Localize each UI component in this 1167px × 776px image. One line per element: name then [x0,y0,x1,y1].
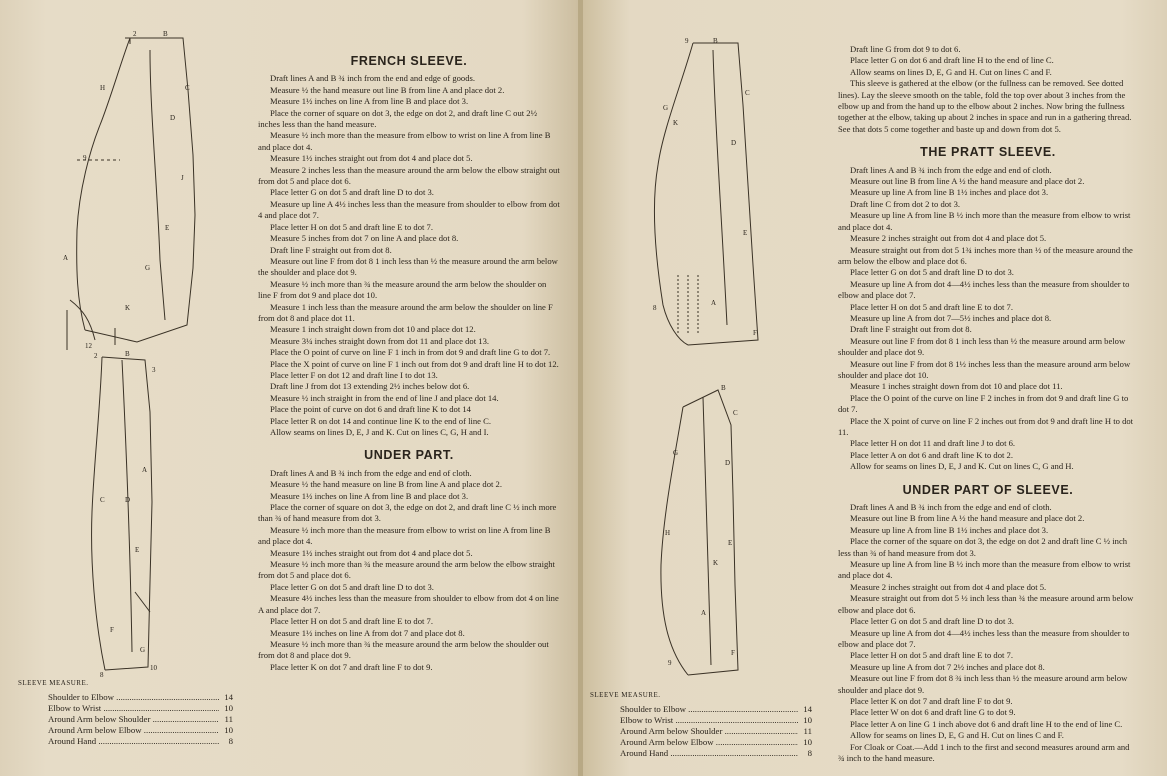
measure-row [48,692,233,703]
paragraph: Place letter A on dot 6 and draft line K to dot 2. [850,449,1014,460]
draft-label: C [100,496,105,504]
paragraph: Draft line F straight out from dot 8. [850,324,972,335]
draft-label: 3 [152,366,156,374]
under-part-draft-svg [80,352,190,682]
paragraph: Measure straight out from dot 5 1¾ inches more than ½ of the measure around the arm below the elbow and place dot 6. [838,244,1133,266]
paragraph: Measure 1 inch straight down from dot 10 and place dot 12. [270,324,476,335]
draft-label: D [170,114,176,122]
paragraph: Draft lines A and B ¾ inch from the edge and end of cloth. [270,467,472,478]
measure-row [620,704,812,715]
draft-label: D [731,139,737,147]
paragraph: Measure up line A from dot 7—5½ inches and place dot 8. [850,312,1052,323]
draft-label: K [713,559,719,567]
draft-label: 2 [94,352,98,360]
paragraph: Place letter G on dot 5 and draft line D to dot 3. [850,267,1014,278]
draft-label: C [733,409,738,417]
paragraph: Measure out line F from dot 8 1½ inches less than the measure around arm below shoulder and place dot 10. [838,358,1131,380]
paragraph: Place letter R on dot 14 and continue line K to the end of line C. [270,415,491,426]
measure-label: Around Arm below Elbow ..... [620,737,798,748]
draft-label: A [142,466,148,474]
paragraph: Measure ½ the hand measure on line B from line A and place dot 2. [270,479,502,490]
draft-label: K [125,304,131,312]
draft-label: B [721,384,726,392]
draft-inner-line [713,50,727,325]
pratt-under-part-draft-svg [643,385,783,685]
draft-label: F [753,329,757,337]
section-title-pratt-sleeve: THE PRATT SLEEVE. [920,145,1056,160]
paragraph: Measure out line F from dot 8 1 inch less than ½ the measure around arm below shoulder and place dot 9. [838,335,1126,358]
draft-label: C [185,84,190,92]
measure-value: 10 [803,737,812,747]
draft-label: J [181,174,184,182]
draft-label: 9 [83,154,87,162]
measure-label: Around Hand ..... [48,736,219,747]
draft-label: H [665,529,671,537]
paragraph: Place letter A on line G 1 inch above dot 6 and draft line H to the end of line C. [850,718,1123,729]
paragraph: Place letter H on dot 5 and draft line E to dot 7. [270,616,434,627]
paragraph: Measure 2 inches straight out from dot 4 and place dot 5. [850,581,1047,592]
paragraph: Place the point of curve on dot 6 and draft line K to dot 14 [270,404,471,415]
measure-label: Shoulder to Elbow ..... [48,692,219,703]
paragraph: Place letter H on dot 5 and draft line E to dot 7. [850,301,1014,312]
under-part-draft [80,352,190,687]
measure-value: 14 [803,704,812,714]
measure-label: Elbow to Wrist ..... [48,703,219,714]
paragraph: Place letter G on dot 5 and draft line D to dot 3. [270,581,434,592]
paragraph: Place the O point of curve on line F 1 inch in from dot 9 and draft line G to dot 7. [270,347,551,358]
measure-row [620,726,812,737]
measure-label: Around Hand ..... [620,748,798,759]
measure-value: 10 [803,715,812,725]
french-sleeve-draft [55,30,205,355]
draft-dotted-line [678,275,698,335]
paragraph: Measure ½ inch more than ¾ the measure around the arm below the shoulder out from dot 8 and place dot 9. [258,638,549,661]
paragraph: Measure up line A 4½ inches less than the measure from shoulder to elbow from dot 4 and place dot 7. [258,198,560,221]
paragraph: Draft lines A and B ¾ inch from the edge and end of cloth. [850,164,1052,175]
sleeve-measure-title: SLEEVE MEASURE. [18,679,89,687]
paragraph: Place letter H on dot 11 and draft line J to dot 6. [850,438,1016,449]
paragraph: Measure ½ inch more than ¾ the measure around the arm below the elbow straight from dot 5 and place dot 6. [258,559,555,581]
paragraph: Measure up line A from line B 1½ inches and place dot 3. [850,524,1049,535]
section-title-french-sleeve: FRENCH SLEEVE. [350,54,468,68]
paragraph: Draft line F straight out from dot 8. [270,244,392,255]
paragraph: Measure 1½ inches on line A from line B and place dot 3. [270,490,469,501]
measure-label: Elbow to Wrist ..... [620,715,798,726]
paragraph: Measure 3¼ inches straight down from dot 11 and place dot 13. [270,335,490,346]
paragraph: Allow for seams on lines D, E, G and H. Cut on lines C and F. [850,730,1064,741]
measure-row [620,737,812,748]
paragraph: Draft lines A and B ¾ inch from the end and edge of goods. [270,73,476,84]
paragraph: For Cloak or Coat.—Add 1 inch to the first and second measures around arm and ¾ inch to the hand measure. [838,741,1130,763]
paragraph: Measure out line F from dot 8 1 inch less than ½ the measure around the arm below the shoulder and place dot 9. [258,255,558,278]
sleeve-measure-table [590,690,812,759]
paragraph: Measure 2 inches straight out from dot 4 and place dot 5. [850,233,1047,244]
paragraph: Measure ½ inch more than the measure from elbow to wrist on line A from line B and place dot 4. [258,524,551,547]
draft-label: G [673,449,679,457]
paragraph: Draft lines A and B ¾ inch from the edge and end of cloth. [850,502,1052,513]
draft-label: B [125,350,130,358]
draft-label: 8 [653,304,657,312]
paragraph: Allow seams on lines D, E, J and K. Cut on lines C, G, H and I. [270,427,489,437]
paragraph: Measure 1½ inches on line A from dot 7 and place dot 8. [270,627,465,638]
paragraph: Place the O point of the curve on line F 2 inches in from dot 9 and draft line G to dot 7. [838,392,1129,415]
draft-label: E [728,539,733,547]
draft-inner-line [150,50,165,320]
draft-label: G [145,264,151,272]
draft-label: F [731,649,735,657]
draft-label: D [125,496,131,504]
paragraph: Place the corner of square on dot 3, the edge on dot 2, and draft line C ½ inch more than ¾ of hand measure from dot 3. [258,502,557,524]
draft-label: A [711,299,717,307]
pratt-sleeve-draft-svg [603,35,773,355]
measure-label: Around Arm below Elbow ..... [48,725,219,736]
paragraph: Place letter H on dot 5 and draft line E to dot 7. [270,221,434,232]
paragraph: Measure 2 inches less than the measure around the arm below the elbow straight out from dot 5 and place dot 6. [258,164,560,187]
left-page-text [258,56,560,673]
draft-label: 10 [150,664,157,672]
paragraph: Measure 1½ inches straight out from dot 4 and place dot 5. [270,153,473,164]
draft-label: D [725,459,731,467]
paragraph: Place letter G on dot 5 and draft line D to dot 3. [850,616,1014,627]
draft-label: E [135,546,140,554]
paragraph: Allow for seams on lines D, E, J and K. Cut on lines C, G and H. [850,461,1074,472]
pratt-sleeve-draft [603,35,773,360]
draft-curve [654,43,693,345]
paragraph: Place letter K on dot 7 and draft line F to dot 9. [270,661,433,672]
paragraph: Allow seams on lines D, E, G and H. Cut on lines C and F. [850,66,1052,77]
draft-label: B [163,30,168,38]
measure-label: Shoulder to Elbow ..... [620,704,798,715]
draft-label: A [701,609,707,617]
measure-label: Around Arm below Shoulder ..... [48,714,219,725]
measure-row [620,748,812,759]
paragraph: Measure straight out from dot 5 ½ inch less than ¾ the measure around arm below elbow and place dot 6. [838,593,1134,615]
draft-label: C [745,89,750,97]
draft-label: A [63,254,69,262]
draft-label: F [110,626,114,634]
paragraph: Draft line G from dot 9 to dot 6. [850,44,961,54]
draft-label: E [165,224,170,232]
measure-row [48,714,233,725]
paragraph: Measure ½ inch more than the measure from elbow to wrist on line A from line B and place dot 4. [258,130,551,152]
paragraph: Measure up line A from dot 4—4½ inches less than the measure from shoulder to elbow and place dot 7. [838,627,1130,649]
paragraph: Measure out line F from dot 8 ¾ inch less than ½ the measure around arm below shoulder and place dot 9. [838,673,1128,695]
measure-value: 10 [224,725,233,735]
measure-value: 8 [807,748,812,758]
measure-value: 10 [224,703,233,713]
paragraph: Measure ½ inch more than ¾ the measure around the arm below the shoulder on line F from dot 9 and place dot 10. [258,278,547,301]
paragraph: Draft line J from dot 13 extending 2½ inches below dot 6. [270,381,470,392]
section-title-under-part-of-sleeve: UNDER PART OF SLEEVE. [902,482,1074,497]
measure-label: Around Arm below Shoulder ..... [620,726,798,737]
paragraph: Place letter G on dot 6 and draft line H to the end of line C. [850,55,1054,66]
paragraph: Measure 1½ inches on line A from line B and place dot 3. [270,96,469,107]
paragraph: Place letter K on dot 7 and draft line F to dot 9. [850,695,1013,706]
paragraph: This sleeve is gathered at the elbow (or the fullness can be removed. See dotted lines). Lay the sleeve smooth on the table, fold the top over about 3 inches from the elbow up and from the hand up to the elbow about 2 inches. Now bring the fullness together at the elbow, taking up about 2 inches in space and run in a gathering thread. See that dots 5 come together and baste up and down from dot 5. [838,78,1132,134]
draft-label: K [673,119,679,127]
draft-curve [661,407,688,675]
paragraph: Measure 4½ inches less than the measure from shoulder to elbow from dot 4 on line A and place dot 7. [258,593,559,615]
draft-curve [92,357,105,670]
measure-row [48,736,233,747]
measure-row [48,703,233,714]
draft-outline [102,357,152,670]
draft-inner-line [122,360,132,652]
paragraph: Measure ½ inch straight in from the end of line J and place dot 14. [270,392,499,403]
draft-label: 8 [100,671,104,679]
draft-label: 12 [85,342,92,350]
paragraph: Place the X point of curve on line F 1 inch out from dot 9 and draft line H to dot 12. [270,358,559,369]
paragraph: Measure ½ the hand measure out line B from line A and place dot 2. [270,84,505,95]
paragraph: Place letter H on dot 5 and draft line E to dot 7. [850,650,1014,661]
draft-label: 9 [668,659,672,667]
paragraph: Draft line C from dot 2 to dot 3. [850,198,961,209]
draft-label: G [140,646,146,654]
paragraph: Measure up line A from line B ½ inch more than the measure from elbow to wrist and place dot 4. [838,210,1131,232]
sleeve-measure-title: SLEEVE MEASURE. [590,691,661,699]
paragraph: Place the corner of square on dot 3, the edge on dot 2, and draft line C out 2½ inches less than the hand measure. [258,107,538,130]
french-sleeve-draft-svg [55,30,205,350]
paragraph: Measure up line A from dot 7 2½ inches and place dot 8. [850,661,1045,672]
measure-value: 14 [224,692,233,702]
paragraph: Measure up line A from dot 4—4½ inches less than the measure from shoulder to elbow and place dot 7. [838,278,1130,301]
paragraph: Measure up line A from line B ½ inch more than the measure from elbow to wrist and place dot 4. [838,559,1131,581]
paragraph: Place letter W on dot 6 and draft line G to dot 9. [850,707,1016,718]
draft-inner-line [703,397,711,665]
pratt-under-part-draft [643,385,783,690]
draft-label: 2 [133,30,137,38]
sleeve-measure-table [18,678,233,747]
draft-label: E [743,229,748,237]
section-title-under-part: UNDER PART. [364,448,454,463]
paragraph: Measure out line B from line A ½ the hand measure and place dot 2. [850,176,1085,187]
paragraph: Measure out line B from line A ½ the hand measure and place dot 2. [850,513,1085,524]
paragraph: Measure 1 inch less than the measure around the arm below the shoulder on line F from dot 8 and place dot 11. [258,301,553,323]
paragraph: Measure 1 inches straight down from dot 10 and place dot 11. [850,381,1063,392]
paragraph: Measure up line A from line B 1½ inches and place dot 3. [850,187,1049,198]
draft-label: B [713,37,718,45]
measure-value: 11 [224,714,233,724]
paragraph: Place the X point of curve on line F 2 inches out from dot 9 and draft line H to dot 11. [838,415,1134,437]
right-page [583,0,1167,776]
measure-row [620,715,812,726]
right-page-text [838,44,1138,764]
measure-value: 8 [228,736,233,746]
paragraph: Place the corner of the square on dot 3, the edge on dot 2 and draft line C ½ inch less than ¾ of hand measure from dot 3. [838,536,1128,558]
paragraph: Place letter G on dot 5 and draft line D to dot 3. [270,187,434,198]
draft-label: G [663,104,669,112]
draft-curve [77,38,130,330]
paragraph: Measure 1½ inches straight out from dot 4 and place dot 5. [270,547,473,558]
draft-label: H [100,84,106,92]
paragraph: Place letter F on dot 12 and draft line I to dot 13. [270,369,438,380]
measure-row [48,725,233,736]
paragraph: Measure 5 inches from dot 7 on line A and place dot 8. [270,233,459,244]
draft-label: 9 [685,37,689,45]
measure-value: 11 [803,726,812,736]
left-page [0,0,580,776]
